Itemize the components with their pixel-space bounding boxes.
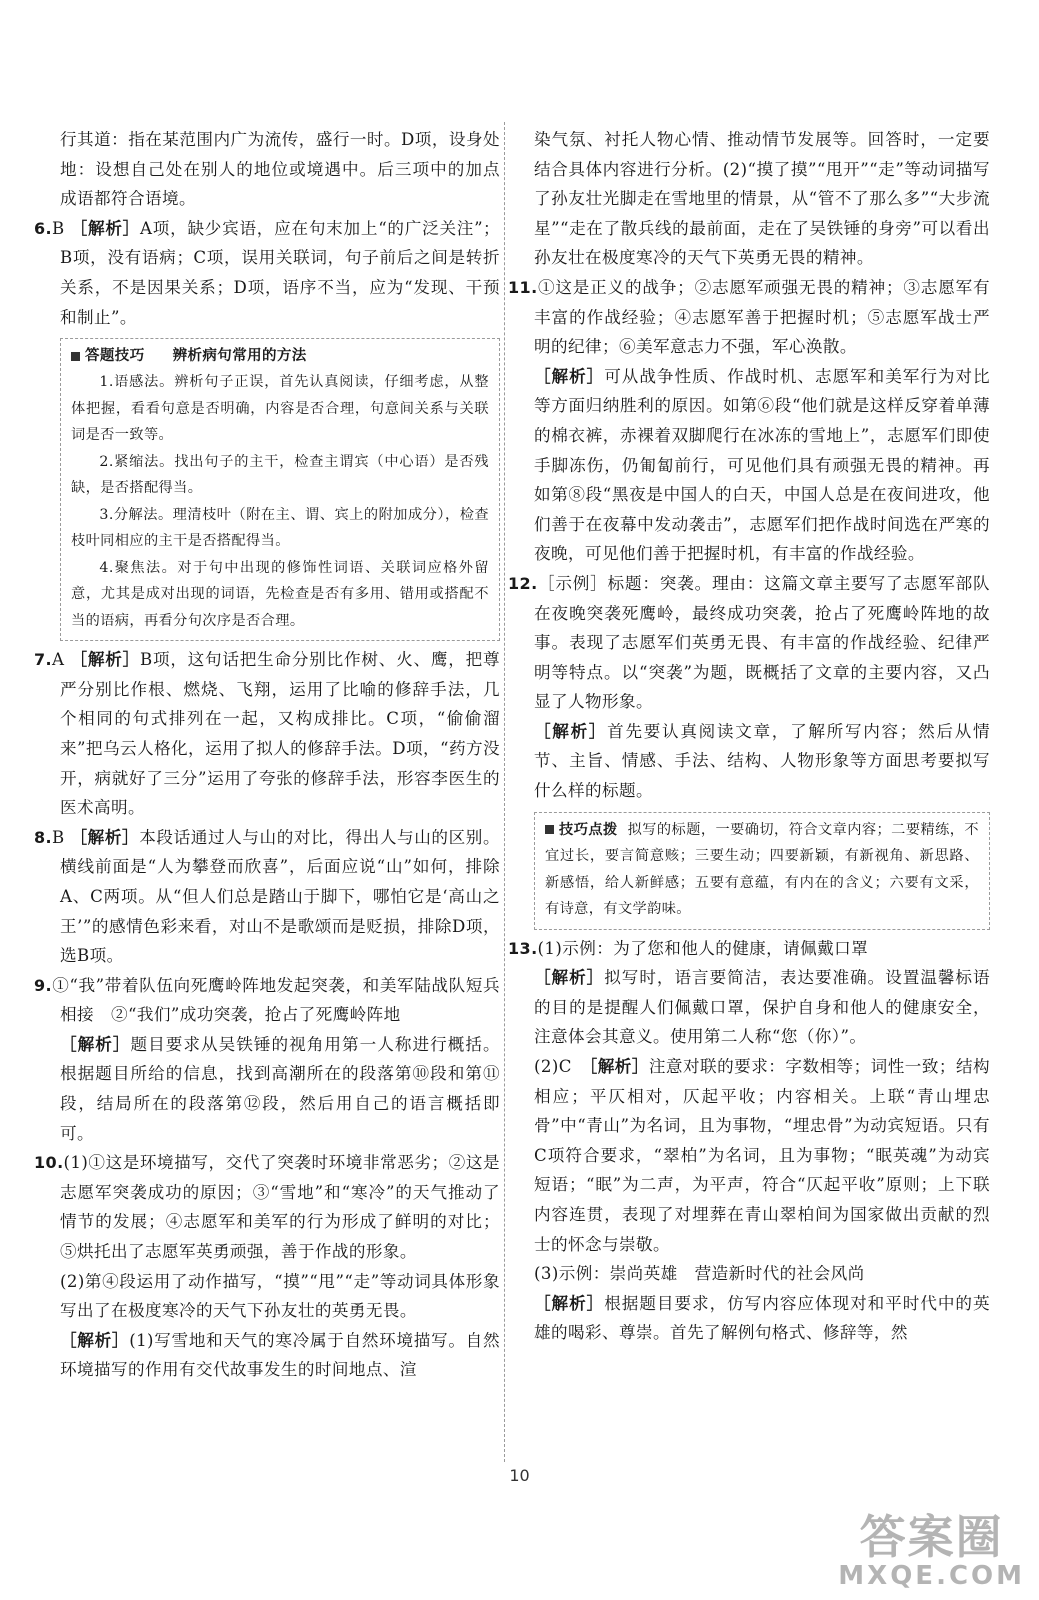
analysis (508, 717, 990, 806)
question-number: 11. (508, 277, 538, 297)
question-12 (508, 569, 990, 717)
question-9 (34, 971, 500, 1030)
analysis-tag: ［解析］ (70, 826, 140, 847)
tip-line: 1.语感法。辨析句子正误，首先认真阅读，仔细考虑，从整体把握，看看句意是否明确，内容是否合理，句意间关系与关联词是否一致等。 (71, 374, 489, 444)
analysis-text: 根据题目要求，仿写内容应体现对和平时代中的英雄的喝彩、尊崇。首先了解例句格式、修辞等，然 (534, 1293, 990, 1343)
analysis-text: (1)写雪地和天气的寒冷属于自然环境描写。自然环境描写的作用有交代故事发生的时间地点、渲 (60, 1330, 500, 1380)
right-column (508, 125, 990, 1348)
question-10 (34, 1148, 500, 1266)
tip-title: 辨析病句常用的方法 (172, 348, 307, 365)
answer: B (52, 827, 65, 847)
analysis-text: 拟写时，语言要简洁，表达要准确。设置温馨标语的目的是提醒人们佩戴口罩，保护自身和他人的健康安全，注意体会其意义。使用第二人称“您（你）”。 (534, 968, 990, 1047)
answer: A (52, 650, 65, 670)
paragraph: 染气氛、衬托人物心情、推动情节发展等。回答时，一定要结合具体内容进行分析。(2)“摸了摸”“甩开”“走”等动词描写了孙友壮光脚走在雪地里的情景，从“管不了那么多”“大步流星”“走在了散兵线的最前面，走在了吴铁锤的身旁”可以看出孙友壮在极度寒冷的天气下英勇无畏的精神。 (534, 130, 990, 268)
answer: B (52, 218, 65, 238)
answer-text: (1)①这是环境描写，交代了突袭时环境非常恶劣；②这是志愿军突袭成功的原因；③“雪地”和“寒冷”的天气推动了情节的发展；④志愿军和美军的行为形成了鲜明的对比；⑤烘托出了志愿军英勇顽强，善于作战的形象。 (60, 1153, 500, 1262)
analysis-text: 注意对联的要求：字数相等；词性一致；结构相应；平仄相对，仄起平收；内容相关。上联“青山埋忠骨”中“青山”为名词，且为事物，“埋忠骨”为动宾短语。只有C项符合要求，“翠柏”为名词，且为事物；“眠英魂”为动宾短语；“眠”为二声，为平声，符合“仄起平收”原则；上下联内容连贯，表现了对埋葬在青山翠柏间为国家做出贡献的烈士的怀念与崇敬。 (534, 1057, 990, 1254)
analysis-tag: ［解析］ (60, 1033, 131, 1054)
watermark-logo (838, 1512, 1025, 1590)
analysis-text: 首先要认真阅读文章，了解所写内容；然后从情节、主旨、情感、手法、结构、人物形象等方面思考要拟写什么样的标题。 (534, 721, 990, 801)
answer-part-3: (3)示例：崇尚英雄 营造新时代的社会风尚 (534, 1264, 865, 1284)
tip-header (71, 343, 489, 369)
analysis-tag: ［解析］ (534, 365, 605, 386)
question-7 (34, 645, 500, 823)
question-number: 8. (34, 827, 53, 847)
analysis-text: A项，缺少宾语，应在句末加上“的广泛关注”；B项，没有语病；C项，误用关联词，句子前后之间是转折关系，不是因果关系；D项，语序不当，应为“发现、干预和制止”。 (60, 218, 500, 327)
question-8 (34, 823, 500, 971)
analysis-text: B项，这句话把生命分别比作树、火、鹰，把尊严分别比作根、燃烧、飞翔，运用了比喻的修辞手法，几个相同的句式排列在一起，又构成排比。C项，“偷偷溜来”把乌云人格化，运用了拟人的修辞手法。D项，“药方没开，病就好了三分”运用了夸张的修辞手法，形容李医生的医术高明。 (60, 650, 500, 818)
answer-text: ［示例］标题：突袭。理由：这篇文章主要写了志愿军部队在夜晚突袭死鹰岭，最终成功突袭，抢占了死鹰岭阵地的故事。表现了志愿军们英勇无畏、有丰富的作战经验、纪律严明等特点。以“突袭”为题，既概括了文章的主要内容，又凸显了人物形象。 (534, 573, 990, 712)
tip-text: 拟写的标题，一要确切，符合文章内容；二要精练，不宜过长，要言简意赅；三要生动；四要新颖，有新视角、新思路、新感悟，给人新鲜感；五要有意蕴，有内在的含义；六要有文采，有诗意，有文学韵味。 (545, 821, 979, 918)
tip-line: 2.紧缩法。找出句子的主干，检查主谓宾（中心语）是否残缺，是否搭配得当。 (71, 453, 489, 497)
analysis (508, 1289, 990, 1348)
watermark-cn: 答案圈 (859, 1510, 1004, 1564)
square-bullet-icon (71, 352, 80, 361)
analysis-tag: ［解析］ (60, 1329, 130, 1350)
watermark-en: MXQE.COM (838, 1561, 1025, 1591)
analysis (34, 1326, 500, 1385)
analysis (34, 1030, 500, 1148)
answer-text: ①这是正义的战争；②志愿军顽强无畏的精神；③志愿军有丰富的作战经验；④志愿军善于把握时机；⑤志愿军战士严明的纪律；⑥美军意志力不强，军心涣散。 (534, 277, 990, 357)
question-number: 10. (34, 1153, 64, 1173)
analysis-text: 题目要求从吴铁锤的视角用第一人称进行概括。根据题目所给的信息，找到高潮所在的段落第⑩段和第⑪段，结局所在的段落第⑫段，然后用自己的语言概括即可。 (60, 1034, 500, 1143)
page-number: 10 (509, 1466, 530, 1485)
question-11 (508, 273, 990, 362)
answer-part-2 (508, 1052, 990, 1259)
tip-label: 答题技巧 (85, 348, 145, 365)
question-number: 6. (34, 218, 53, 238)
tip-content (545, 817, 979, 923)
question-number: 12. (508, 573, 538, 593)
tip-label: 技巧点拨 (559, 821, 618, 838)
analysis-tag: ［解析］ (534, 1292, 605, 1313)
square-bullet-icon (545, 825, 554, 834)
analysis-tag: ［解析］ (588, 1056, 649, 1077)
answer-text: ①“我”带着队伍向死鹰岭阵地发起突袭，和美军陆战队短兵相接 ②“我们”成功突袭，抢占了死鹰岭阵地 (52, 975, 500, 1025)
analysis (508, 963, 990, 1052)
question-6 (34, 214, 500, 332)
analysis-tag: ［解析］ (70, 649, 140, 670)
analysis-tag: ［解析］ (70, 217, 141, 238)
analysis-tag: ［解析］ (534, 967, 605, 988)
question-13 (508, 934, 990, 964)
column-divider (504, 122, 505, 1462)
question-number: 9. (34, 975, 53, 995)
analysis (508, 362, 990, 569)
answer: (2)C (534, 1057, 589, 1077)
answer-part-2: (2)第④段运用了动作描写，“摸”“甩”“走”等动词具体形象写出了在极度寒冷的天气下孙友壮的英勇无畏。 (60, 1271, 500, 1321)
analysis-tag: ［解析］ (534, 720, 608, 741)
paragraph: 行其道：指在某范围内广为流传，盛行一时。D项，设身处地：设想自己处在别人的地位或境遇中。后三项中的加点成语都符合语境。 (60, 130, 500, 209)
question-number: 7. (34, 650, 53, 670)
answer-text: (1)示例：为了您和他人的健康，请佩戴口罩 (537, 938, 869, 958)
left-column (34, 125, 500, 1385)
analysis-text: 本段话通过人与山的对比，得出人与山的区别。横线前面是“人为攀登而欣喜”，后面应说“山”如何，排除A、C两项。从“但人们总是踏山于脚下，哪怕它是‘高山之王’”的感情色彩来看，对山不是歌颂而是贬损，排除D项，选B项。 (60, 827, 500, 966)
question-number: 13. (508, 938, 538, 958)
tip-box-answer-skills (60, 338, 500, 641)
analysis-text: 可从战争性质、作战时机、志愿军和美军行为对比等方面归纳胜利的原因。如第⑥段“他们就是这样反穿着单薄的棉衣裤，赤裸着双脚爬行在冰冻的雪地上”，志愿军们即使手脚冻伤，仍匍匐前行，可见他们具有顽强无畏的精神。再如第⑧段“黑夜是中国人的白天，中国人总是在夜间进攻，他们善于在夜幕中发动袭击”，志愿军们把作战时间选在严寒的夜晚，可见他们善于把握时机，有丰富的作战经验。 (534, 366, 990, 564)
tip-line: 4.聚焦法。对于句中出现的修饰性词语、关联词应格外留意，尤其是成对出现的词语，先检查是否有多用、错用或搭配不当的语病，再看分句次序是否合理。 (71, 559, 489, 629)
tip-box-skill-hint (534, 812, 990, 930)
tip-line: 3.分解法。理清枝叶（附在主、谓、宾上的附加成分），检查枝叶同相应的主干是否搭配得当。 (71, 506, 489, 550)
